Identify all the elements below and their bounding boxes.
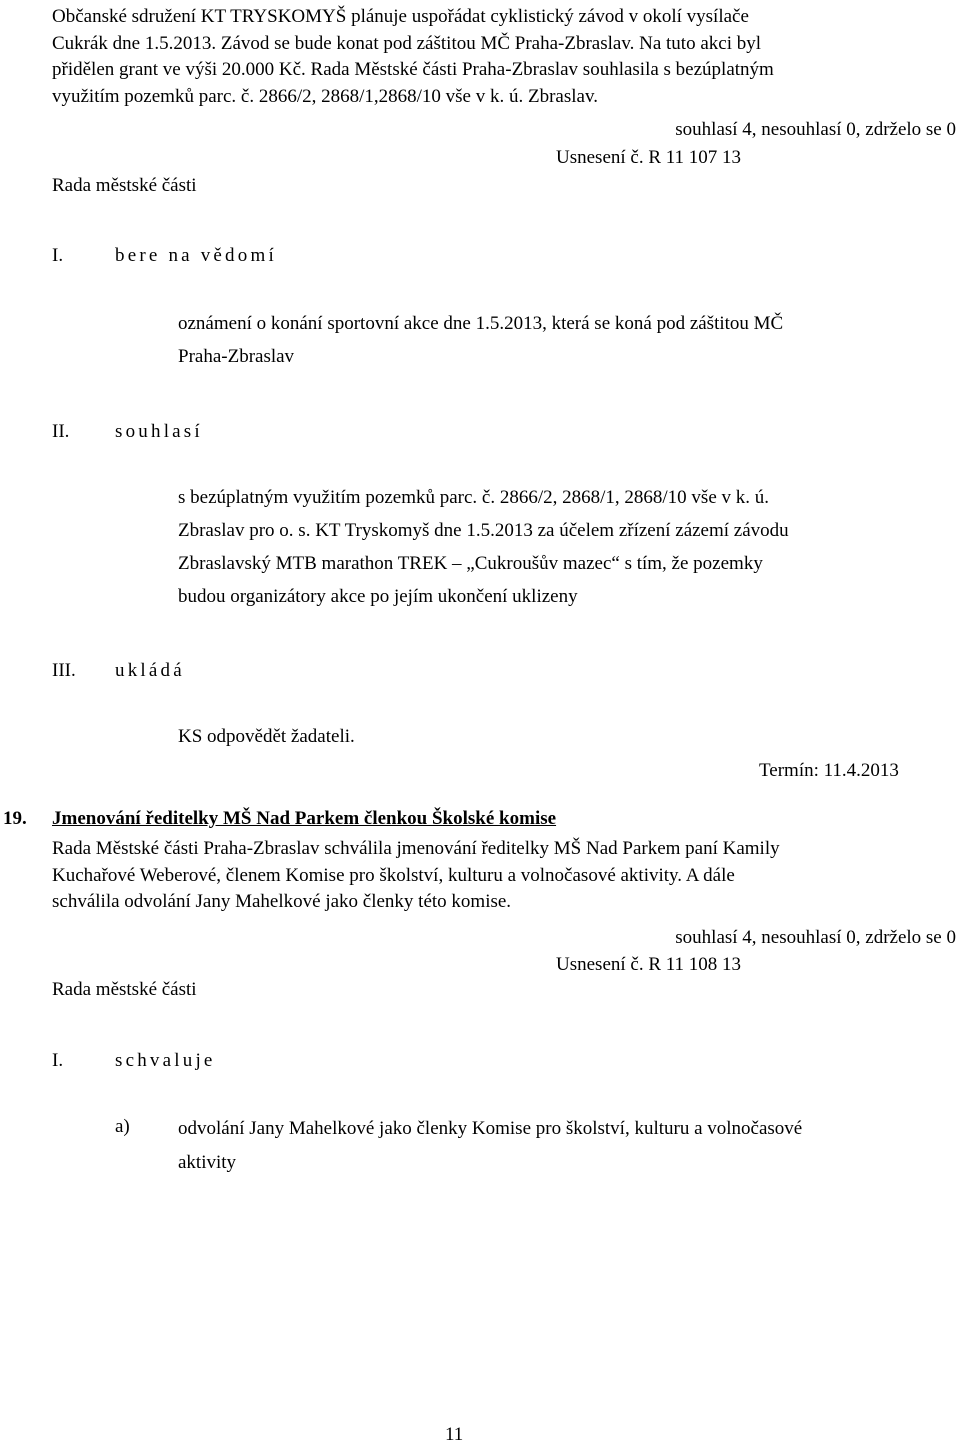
item-roman: II. bbox=[52, 421, 70, 442]
intro-line: využitím pozemků parc. č. 2866/2, 2868/1,2868/10 vše v k. ú. Zbraslav. bbox=[52, 85, 598, 107]
section-title: Jmenování ředitelky MŠ Nad Parkem členkou Školské komise bbox=[52, 808, 557, 829]
item-verb: schvaluje bbox=[115, 1050, 216, 1071]
item-verb: bere na vědomí bbox=[115, 245, 277, 266]
section-number: 19. bbox=[3, 808, 27, 829]
section-line: Kuchařové Weberové, členem Komise pro školství, kulturu a volnočasové aktivity. A dále bbox=[52, 864, 735, 886]
item-roman: I. bbox=[52, 245, 64, 266]
subitem-text-line: odvolání Jany Mahelkové jako členky Komise pro školství, kulturu a volnočasové bbox=[178, 1118, 803, 1139]
section-paragraph bbox=[52, 836, 932, 916]
subitem-text bbox=[178, 1112, 918, 1180]
section-line: Rada Městské části Praha-Zbraslav schválila jmenování ředitelky MŠ Nad Parkem paní Kamily bbox=[52, 838, 780, 859]
resolution-number: Usnesení č. R 11 108 13 bbox=[556, 954, 742, 975]
item-text-line: s bezúplatným využitím pozemků parc. č. 2866/2, 2868/1, 2868/10 vše v k. ú. bbox=[178, 487, 770, 508]
item-text bbox=[178, 481, 918, 613]
vote-result: souhlasí 4, nesouhlasí 0, zdrželo se 0 bbox=[675, 119, 956, 140]
section-line: schválila odvolání Jany Mahelkové jako členky této komise. bbox=[52, 891, 512, 912]
item-verb: ukládá bbox=[115, 660, 185, 681]
item-text-line: Zbraslavský MTB marathon TREK – „Cukroušův mazec“ s tím, že pozemky bbox=[178, 553, 763, 574]
item-text-line: budou organizátory akce po jejím ukončení uklizeny bbox=[178, 586, 578, 607]
item-text-line: KS odpovědět žadateli. bbox=[178, 726, 355, 747]
deadline: Termín: 11.4.2013 bbox=[759, 760, 899, 781]
intro-line: přidělen grant ve výši 20.000 Kč. Rada Městské části Praha-Zbraslav souhlasila s bezúplatným bbox=[52, 59, 774, 80]
vote-result: souhlasí 4, nesouhlasí 0, zdrželo se 0 bbox=[675, 927, 956, 948]
resolution-number: Usnesení č. R 11 107 13 bbox=[556, 147, 742, 168]
item-text-line: Praha-Zbraslav bbox=[178, 346, 295, 367]
subitem-text-line: aktivity bbox=[178, 1152, 237, 1173]
item-roman: I. bbox=[52, 1050, 64, 1071]
intro-line: Cukrák dne 1.5.2013. Závod se bude konat pod záštitou MČ Praha-Zbraslav. Na tuto akci byl bbox=[52, 32, 762, 54]
intro-paragraph bbox=[52, 4, 932, 110]
resolution-body: Rada městské části bbox=[52, 979, 197, 1000]
item-text-line: oznámení o konání sportovní akce dne 1.5.2013, která se koná pod záštitou MČ bbox=[178, 313, 784, 334]
resolution-body: Rada městské části bbox=[52, 175, 197, 196]
subitem-letter: a) bbox=[115, 1116, 130, 1137]
item-roman: III. bbox=[52, 660, 76, 681]
item-text bbox=[178, 307, 918, 373]
item-verb: souhlasí bbox=[115, 421, 203, 442]
intro-line: Občanské sdružení KT TRYSKOMYŠ plánuje uspořádat cyklistický závod v okolí vysílače bbox=[52, 6, 749, 27]
item-text-line: Zbraslav pro o. s. KT Tryskomyš dne 1.5.2013 za účelem zřízení zázemí závodu bbox=[178, 520, 789, 541]
page-number: 11 bbox=[445, 1424, 464, 1445]
